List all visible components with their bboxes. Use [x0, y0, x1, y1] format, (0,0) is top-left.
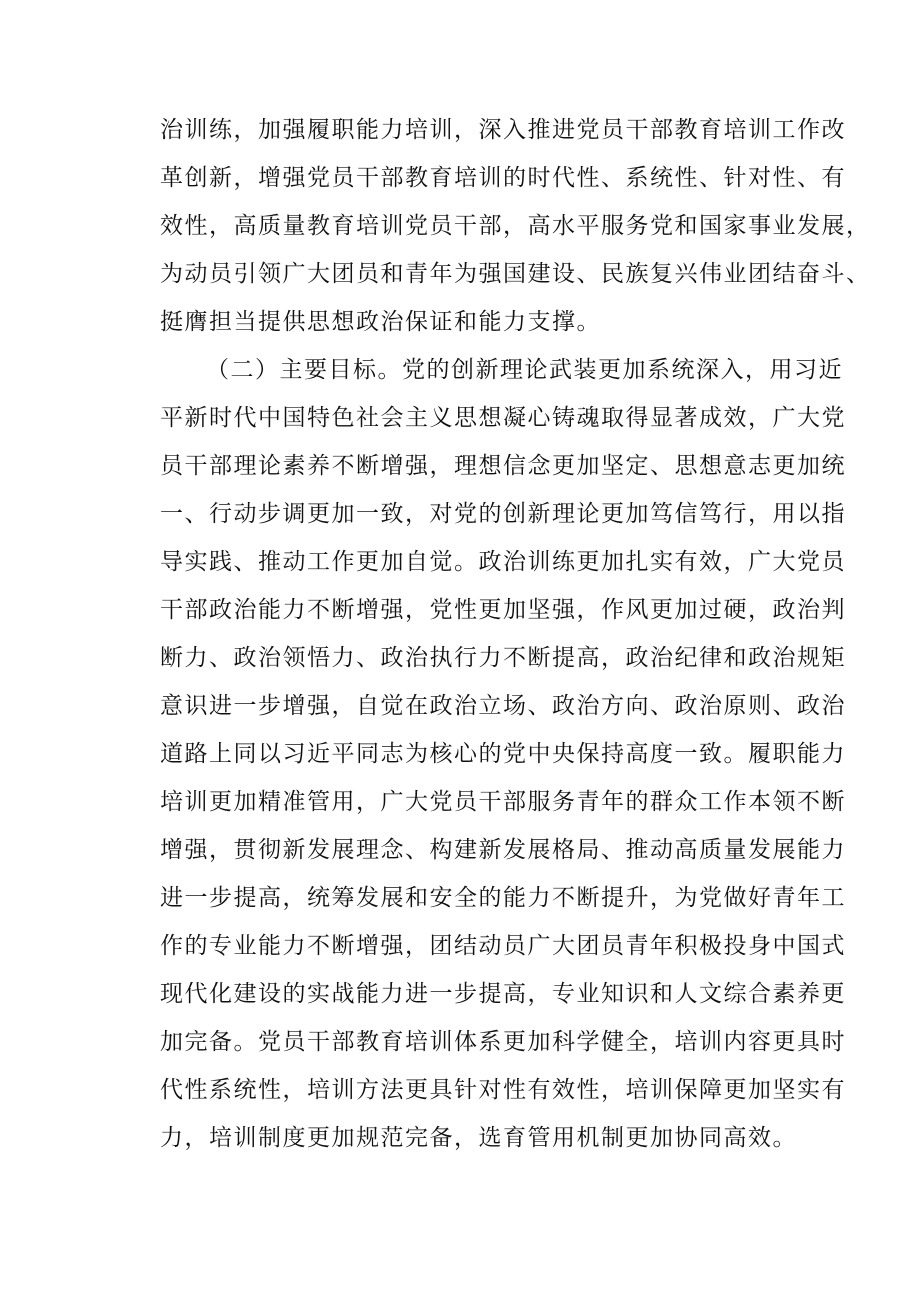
paragraph-line: 作的专业能力不断增强，团结动员广大团员青年积极投身中国式	[160, 933, 846, 959]
paragraph-line: 加完备。党员干部教育培训体系更加科学健全，培训内容更具时	[160, 1029, 846, 1055]
paragraph-line: 为动员引领广大团员和青年为强国建设、民族复兴伟业团结奋斗、	[160, 261, 871, 287]
paragraph-line: 力，培训制度更加规范完备，选育管用机制更加协同高效。	[160, 1125, 797, 1151]
paragraph-line: 员干部理论素养不断增强，理想信念更加坚定、思想意志更加统	[160, 453, 846, 479]
paragraph-line: 一、行动步调更加一致，对党的创新理论更加笃信笃行，用以指	[160, 501, 846, 527]
paragraph-line: 现代化建设的实战能力进一步提高，专业知识和人文综合素养更	[160, 981, 846, 1007]
paragraph-line: 道路上同以习近平同志为核心的党中央保持高度一致。履职能力	[160, 741, 846, 767]
paragraph-line: 干部政治能力不断增强，党性更加坚强，作风更加过硬，政治判	[160, 597, 846, 623]
paragraph-1	[160, 106, 871, 346]
paragraph-line: 导实践、推动工作更加自觉。政治训练更加扎实有效，广大党员	[160, 549, 846, 575]
paragraph-line: 治训练，加强履职能力培训，深入推进党员干部教育培训工作改	[160, 117, 846, 143]
paragraph-line: 培训更加精准管用，广大党员干部服务青年的群众工作本领不断	[160, 789, 846, 815]
paragraph-line: 挺膺担当提供思想政治保证和能力支撑。	[160, 309, 601, 335]
paragraph-line: 断力、政治领悟力、政治执行力不断提高，政治纪律和政治规矩	[160, 645, 846, 671]
paragraph-line: 革创新，增强党员干部教育培训的时代性、系统性、针对性、有	[160, 165, 846, 191]
paragraph-line: （二）主要目标。党的创新理论武装更加系统深入，用习近	[206, 357, 843, 383]
paragraph-line: 效性，高质量教育培训党员干部，高水平服务党和国家事业发展，	[160, 213, 871, 239]
paragraph-line: 意识进一步增强，自觉在政治立场、政治方向、政治原则、政治	[160, 693, 846, 719]
paragraph-line: 代性系统性，培训方法更具针对性有效性，培训保障更加坚实有	[160, 1077, 846, 1103]
paragraph-2	[160, 346, 846, 1162]
paragraph-line: 平新时代中国特色社会主义思想凝心铸魂取得显著成效，广大党	[160, 405, 846, 431]
paragraph-line: 进一步提高，统筹发展和安全的能力不断提升，为党做好青年工	[160, 885, 846, 911]
paragraph-line: 增强，贯彻新发展理念、构建新发展格局、推动高质量发展能力	[160, 837, 846, 863]
